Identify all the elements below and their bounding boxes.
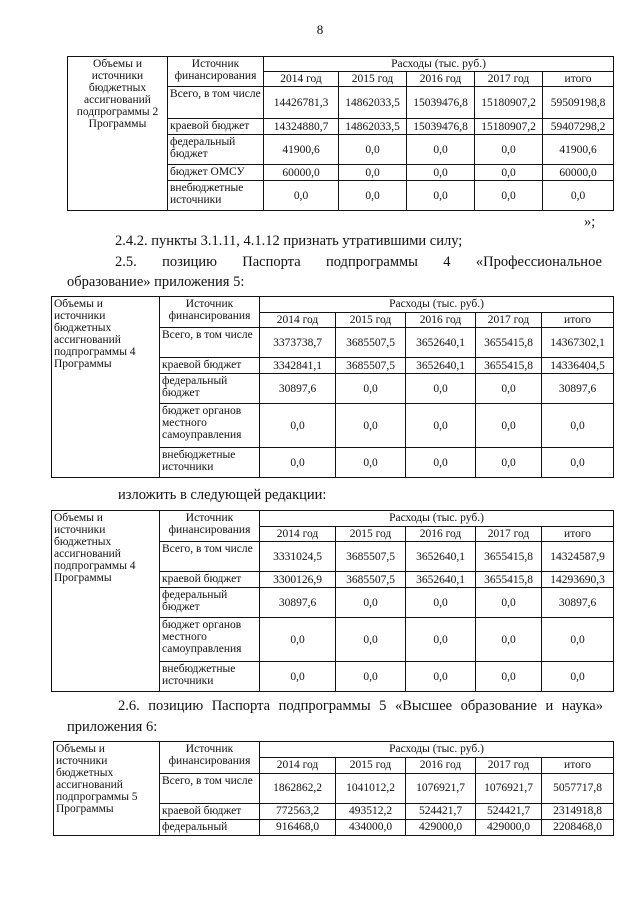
funding-table-subprogram-5 — [53, 741, 614, 836]
expenses-header: Расходы (тыс. руб.) — [260, 742, 614, 758]
value-cell: 41900,6 — [264, 135, 339, 165]
closing-quote: »; — [584, 214, 596, 230]
value-cell: 3685507,5 — [336, 542, 406, 572]
value-cell: 0,0 — [260, 662, 336, 692]
source-cell: Всего, в том числе — [160, 328, 260, 358]
year-header: 2015 год — [336, 527, 406, 542]
year-header: 2014 год — [260, 758, 336, 774]
value-cell: 772563,2 — [260, 804, 336, 820]
value-cell: 3342841,1 — [260, 358, 336, 374]
value-cell: 0,0 — [542, 448, 614, 478]
value-cell: 15039476,8 — [407, 87, 475, 119]
value-cell: 15039476,8 — [407, 119, 475, 135]
value-cell: 0,0 — [542, 618, 614, 662]
source-cell: федеральный бюджет — [168, 135, 264, 165]
value-cell: 14336404,5 — [542, 358, 614, 374]
value-cell: 0,0 — [406, 618, 476, 662]
source-cell: бюджет органов местного самоуправления — [160, 618, 260, 662]
value-cell: 0,0 — [406, 662, 476, 692]
value-cell: 0,0 — [476, 374, 542, 404]
value-cell: 3652640,1 — [406, 328, 476, 358]
word: образование — [460, 698, 537, 714]
source-cell: федеральный бюджет — [160, 374, 260, 404]
paragraph-new-edition: изложить в следующей редакции: — [118, 487, 327, 503]
word: позицию — [148, 698, 204, 714]
total-header: итого — [542, 758, 614, 774]
word: «Профессиональное — [475, 254, 602, 270]
source-cell: бюджет ОМСУ — [168, 165, 264, 181]
value-cell: 0,0 — [543, 181, 614, 211]
source-cell: Всего, в том числе — [168, 87, 264, 119]
value-cell: 0,0 — [476, 448, 542, 478]
word: Паспорта — [242, 254, 301, 270]
value-cell: 0,0 — [336, 618, 406, 662]
value-cell: 0,0 — [407, 135, 475, 165]
year-header: 2016 год — [407, 72, 475, 87]
year-header: 2014 год — [260, 313, 336, 328]
value-cell: 0,0 — [407, 165, 475, 181]
value-cell: 0,0 — [406, 448, 476, 478]
value-cell: 5057717,8 — [542, 774, 614, 804]
paragraph-2-6-line2: приложения 6: — [67, 719, 158, 735]
table-label: Объемы и источники бюджетных ассигнований подпрограммы 4 Программы — [52, 297, 160, 478]
value-cell: 0,0 — [260, 618, 336, 662]
source-header: Источник финансирования — [168, 57, 264, 87]
year-header: 2017 год — [475, 72, 543, 87]
value-cell: 30897,6 — [260, 374, 336, 404]
value-cell: 3685507,5 — [336, 328, 406, 358]
value-cell: 1076921,7 — [406, 774, 476, 804]
value-cell: 30897,6 — [542, 374, 614, 404]
value-cell: 0,0 — [336, 404, 406, 448]
value-cell: 59407298,2 — [543, 119, 614, 135]
word: «Высшее — [394, 698, 453, 714]
word: 2.6. — [118, 698, 140, 714]
word: подпрограммы — [278, 698, 371, 714]
total-header: итого — [542, 527, 614, 542]
total-header: итого — [542, 313, 614, 328]
source-cell: внебюджетные источники — [160, 662, 260, 692]
value-cell: 524421,7 — [476, 804, 542, 820]
funding-table-subprogram-4-old — [51, 296, 614, 478]
value-cell: 14862033,5 — [339, 119, 407, 135]
word: позицию — [162, 254, 217, 270]
total-header: итого — [543, 72, 614, 87]
word: 5 — [379, 698, 387, 714]
year-header: 2016 год — [406, 527, 476, 542]
year-header: 2015 год — [339, 72, 407, 87]
expenses-header: Расходы (тыс. руб.) — [264, 57, 614, 72]
value-cell: 3685507,5 — [336, 358, 406, 374]
value-cell: 0,0 — [406, 588, 476, 618]
value-cell: 0,0 — [476, 404, 542, 448]
value-cell: 0,0 — [336, 662, 406, 692]
paragraph-2-6-line1 — [118, 697, 603, 716]
source-cell: бюджет органов местного самоуправления — [160, 404, 260, 448]
source-cell: краевой бюджет — [168, 119, 264, 135]
expenses-header: Расходы (тыс. руб.) — [260, 297, 614, 313]
value-cell: 14862033,5 — [339, 87, 407, 119]
value-cell: 3655415,8 — [476, 542, 542, 572]
source-cell: федеральный — [160, 820, 260, 836]
source-header: Источник финансирования — [160, 297, 260, 328]
year-header: 2014 год — [264, 72, 339, 87]
source-cell: краевой бюджет — [160, 572, 260, 588]
value-cell: 60000,0 — [264, 165, 339, 181]
value-cell: 3652640,1 — [406, 572, 476, 588]
value-cell: 2314918,8 — [542, 804, 614, 820]
value-cell: 1076921,7 — [476, 774, 542, 804]
value-cell: 1041012,2 — [336, 774, 406, 804]
paragraph-2-5-line2: образование» приложения 5: — [67, 274, 245, 290]
value-cell: 14293690,3 — [542, 572, 614, 588]
value-cell: 0,0 — [475, 181, 543, 211]
value-cell: 0,0 — [339, 165, 407, 181]
value-cell: 41900,6 — [543, 135, 614, 165]
value-cell: 3331024,5 — [260, 542, 336, 572]
table-label: Объемы и источники бюджетных ассигнований подпрограммы 2 Программы — [68, 57, 168, 211]
value-cell: 0,0 — [542, 662, 614, 692]
word: Паспорта — [211, 698, 271, 714]
value-cell: 1862862,2 — [260, 774, 336, 804]
year-header: 2017 год — [476, 527, 542, 542]
value-cell: 0,0 — [260, 404, 336, 448]
paragraph-2-4-2: 2.4.2. пункты 3.1.11, 4.1.12 признать утратившими силу; — [115, 233, 463, 249]
source-cell: краевой бюджет — [160, 804, 260, 820]
year-header: 2015 год — [336, 313, 406, 328]
value-cell: 3685507,5 — [336, 572, 406, 588]
expenses-header: Расходы (тыс. руб.) — [260, 511, 614, 527]
source-header: Источник финансирования — [160, 511, 260, 542]
value-cell: 0,0 — [264, 181, 339, 211]
value-cell: 3652640,1 — [406, 358, 476, 374]
value-cell: 14426781,3 — [264, 87, 339, 119]
value-cell: 0,0 — [336, 374, 406, 404]
year-header: 2014 год — [260, 527, 336, 542]
year-header: 2016 год — [406, 313, 476, 328]
value-cell: 3373738,7 — [260, 328, 336, 358]
source-cell: внебюджетные источники — [168, 181, 264, 211]
source-cell: Всего, в том числе — [160, 542, 260, 572]
value-cell: 0,0 — [475, 165, 543, 181]
value-cell: 0,0 — [336, 588, 406, 618]
value-cell: 0,0 — [260, 448, 336, 478]
value-cell: 493512,2 — [336, 804, 406, 820]
value-cell: 0,0 — [339, 181, 407, 211]
value-cell: 3655415,8 — [476, 572, 542, 588]
value-cell: 14324587,9 — [542, 542, 614, 572]
table-label: Объемы и источники бюджетных ассигнований подпрограммы 5 Программы — [54, 742, 160, 836]
year-header: 2016 год — [406, 758, 476, 774]
value-cell: 0,0 — [406, 374, 476, 404]
value-cell: 0,0 — [542, 404, 614, 448]
word: 4 — [443, 254, 451, 270]
page-number: 8 — [316, 22, 324, 37]
value-cell: 0,0 — [407, 181, 475, 211]
value-cell: 14367302,1 — [542, 328, 614, 358]
value-cell: 15180907,2 — [475, 119, 543, 135]
value-cell: 2208468,0 — [542, 820, 614, 836]
value-cell: 60000,0 — [543, 165, 614, 181]
value-cell: 429000,0 — [406, 820, 476, 836]
source-cell: Всего, в том числе — [160, 774, 260, 804]
value-cell: 0,0 — [336, 448, 406, 478]
source-cell: федеральный бюджет — [160, 588, 260, 618]
value-cell: 0,0 — [476, 588, 542, 618]
value-cell: 429000,0 — [476, 820, 542, 836]
value-cell: 0,0 — [476, 662, 542, 692]
year-header: 2015 год — [336, 758, 406, 774]
word: 2.5. — [115, 254, 137, 270]
value-cell: 524421,7 — [406, 804, 476, 820]
value-cell: 30897,6 — [260, 588, 336, 618]
value-cell: 3300126,9 — [260, 572, 336, 588]
value-cell: 59509198,8 — [543, 87, 614, 119]
value-cell: 0,0 — [476, 618, 542, 662]
year-header: 2017 год — [476, 313, 542, 328]
value-cell: 30897,6 — [542, 588, 614, 618]
source-cell: краевой бюджет — [160, 358, 260, 374]
word: и — [545, 698, 554, 714]
value-cell: 0,0 — [406, 404, 476, 448]
funding-table-subprogram-4-new — [51, 510, 614, 692]
funding-table-subprogram-2 — [67, 56, 614, 211]
value-cell: 3655415,8 — [476, 358, 542, 374]
value-cell: 3655415,8 — [476, 328, 542, 358]
paragraph-2-5-line1 — [115, 253, 602, 272]
value-cell: 916468,0 — [260, 820, 336, 836]
value-cell: 0,0 — [339, 135, 407, 165]
word: подпрограммы — [325, 254, 418, 270]
value-cell: 14324880,7 — [264, 119, 339, 135]
value-cell: 15180907,2 — [475, 87, 543, 119]
value-cell: 434000,0 — [336, 820, 406, 836]
value-cell: 0,0 — [475, 135, 543, 165]
word: наука» — [561, 698, 603, 714]
source-header: Источник финансирования — [160, 742, 260, 774]
year-header: 2017 год — [476, 758, 542, 774]
value-cell: 3652640,1 — [406, 542, 476, 572]
source-cell: внебюджетные источники — [160, 448, 260, 478]
table-label: Объемы и источники бюджетных ассигнований подпрограммы 4 Программы — [52, 511, 160, 692]
